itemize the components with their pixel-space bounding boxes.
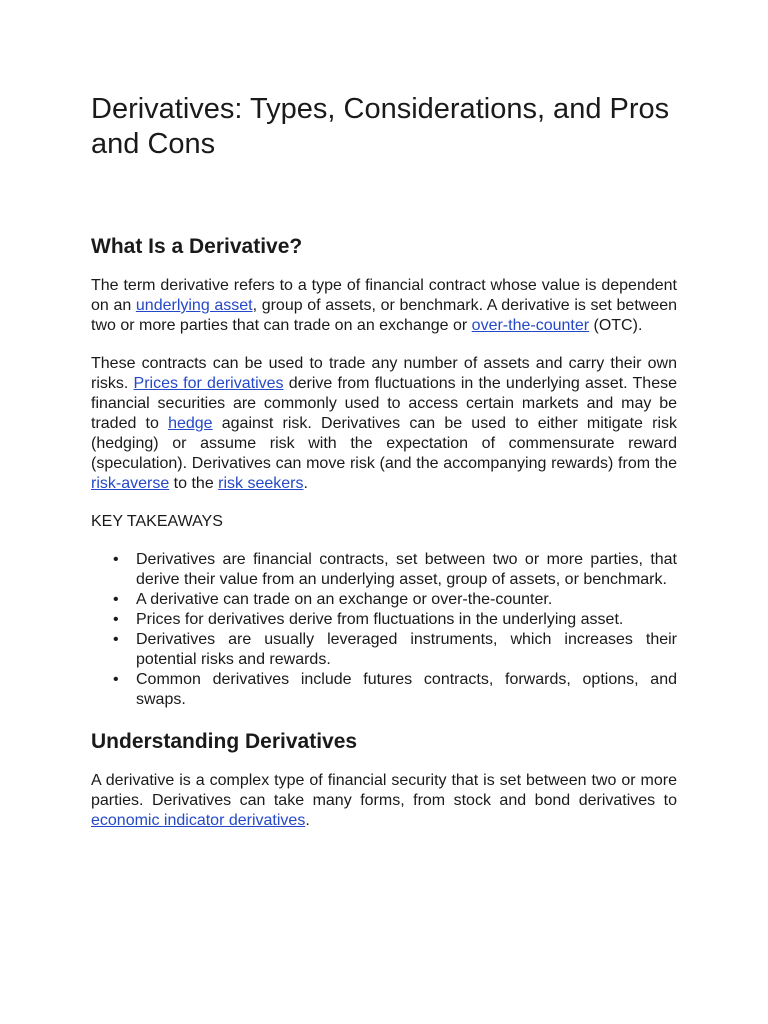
section-heading-understanding: Understanding Derivatives <box>91 730 358 753</box>
paragraph-text: . <box>305 812 310 829</box>
paragraph-text: A derivative is a complex type of financial security that is set between two or more parties. Derivatives can take many forms, from stock and bond derivatives to <box>91 772 677 809</box>
list-item <box>91 590 677 610</box>
paragraph-text: derive from fluctuations in the underlying asset. These financial securities are commonly used to access certain markets and may be traded to <box>91 375 677 432</box>
paragraph-contracts <box>91 354 677 494</box>
paragraph-text: . <box>303 475 308 492</box>
page-title: Derivatives: Types, Considerations, and Pros and Cons <box>91 93 670 160</box>
list-item-text: Prices for derivatives derive from fluctuations in the underlying asset. <box>136 611 624 628</box>
link-underlying-asset[interactable]: underlying asset <box>135 297 253 314</box>
link-over-the-counter[interactable]: over-the-counter <box>471 317 590 334</box>
bullet-icon: • <box>113 611 119 628</box>
link-risk-seekers[interactable]: risk seekers <box>218 475 304 492</box>
key-takeaways-list <box>91 550 677 710</box>
paragraph-text: (OTC). <box>589 317 643 334</box>
key-takeaways-label: KEY TAKEAWAYS <box>91 513 223 530</box>
bullet-icon: • <box>113 671 119 688</box>
paragraph-understanding <box>91 771 677 831</box>
list-item-text: Common derivatives include futures contracts, forwards, options, and swaps. <box>136 671 677 708</box>
list-item <box>91 550 677 590</box>
bullet-icon: • <box>113 551 119 568</box>
list-item-text: Derivatives are usually leveraged instruments, which increases their potential risks and rewards. <box>136 631 677 668</box>
article <box>91 92 677 831</box>
list-item <box>91 630 677 670</box>
paragraph-text: The term derivative refers to a type of financial contract whose value is dependent on an <box>91 277 677 314</box>
link-economic-indicator-derivatives[interactable]: economic indicator derivatives <box>91 812 306 829</box>
link-risk-averse[interactable]: risk-averse <box>91 475 170 492</box>
paragraph-text: These contracts can be used to trade any number of assets and carry their own risks. <box>91 355 677 392</box>
section-heading-what-is: What Is a Derivative? <box>91 235 303 258</box>
list-item-text: A derivative can trade on an exchange or over-the-counter. <box>136 591 553 608</box>
paragraph-text: to the <box>169 475 219 492</box>
bullet-icon: • <box>113 631 119 648</box>
paragraph-text: , group of assets, or benchmark. A derivative is set between two or more parties that can trade on an exchange or <box>91 297 678 334</box>
list-item <box>91 610 677 630</box>
paragraph-text: against risk. Derivatives can be used to either mitigate risk (hedging) or assume risk with the expectation of commensurate reward (speculation). Derivatives can move risk (and the accompanying rewards) from the <box>91 415 677 472</box>
link-prices-for-derivatives[interactable]: Prices for derivatives <box>133 375 284 392</box>
paragraph-definition <box>91 276 677 336</box>
list-item <box>91 670 677 710</box>
link-hedge[interactable]: hedge <box>168 415 213 432</box>
bullet-icon: • <box>113 591 119 608</box>
list-item-text: Derivatives are financial contracts, set between two or more parties, that derive their value from an underlying asset, group of assets, or benchmark. <box>136 551 677 588</box>
